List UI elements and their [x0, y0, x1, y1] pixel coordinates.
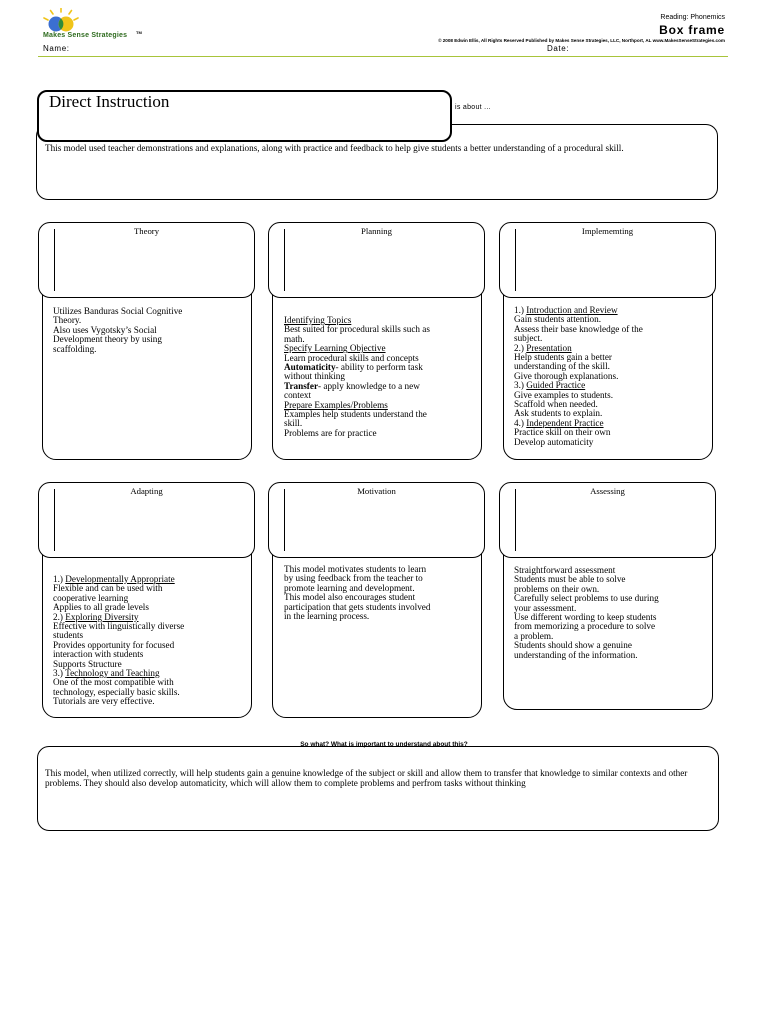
- step-number: 4.): [514, 417, 527, 428]
- text-line: subject.: [514, 333, 543, 344]
- adapting-header-rule: [54, 489, 55, 551]
- assessing-header-rule: [515, 489, 516, 551]
- logo-trademark: TM: [136, 30, 142, 35]
- date-label: Date:: [547, 44, 570, 53]
- term-bold: Automaticity: [284, 362, 336, 373]
- text-line: Supports Structure: [53, 658, 122, 669]
- step-number: 1.): [514, 305, 527, 315]
- text-line: scaffolding.: [53, 343, 97, 354]
- about-label: is about ...: [455, 104, 491, 111]
- step-title: Technology and Teaching: [65, 668, 160, 679]
- about-text: This model used teacher demonstrations and explanations, along with practice and feedback to help give students a better understanding of a procedural skill.: [45, 143, 624, 153]
- adapting-header: [38, 482, 255, 558]
- text-line: This model also encourages student: [284, 592, 416, 603]
- text-line: context: [284, 390, 312, 401]
- term-bold: Transfer: [284, 380, 319, 391]
- text-line: a problem.: [514, 630, 554, 641]
- text-line: Students should show a genuine: [514, 640, 632, 651]
- implementing-header-rule: [515, 229, 516, 291]
- planning-header: [268, 222, 485, 298]
- text-line: Best suited for procedural skills such as: [284, 324, 430, 335]
- so-what-text: This model, when utilized correctly, will help students gain a genuine knowledge of the subject or skill and allow them to transfer that knowledge to similar contexts and other problems. They should also develop automaticity, which will allow them to complete problems and perfrom tasks without thinking: [45, 768, 688, 788]
- adapting-label: Adapting: [130, 486, 163, 496]
- text-line: Assess their base knowledge of the: [514, 323, 643, 334]
- term-definition: - apply knowledge to a new: [318, 380, 420, 391]
- text-line: Learn procedural skills and concepts: [284, 352, 419, 363]
- planning-content: [284, 316, 474, 438]
- frame-title: Box frame: [659, 23, 725, 37]
- text-line: problems on their own.: [514, 583, 600, 594]
- step-title: Introduction and Review: [526, 305, 618, 315]
- so-what-box: [37, 746, 719, 831]
- term-definition: - ability to perform task: [335, 362, 423, 373]
- text-line: cooperative learning: [53, 592, 129, 603]
- motivation-content: [284, 565, 474, 621]
- text-line: Give thorough explanations.: [514, 370, 619, 381]
- text-line: Flexible and can be used with: [53, 583, 163, 594]
- reading-subtitle: Reading: Phonemics: [660, 14, 725, 21]
- text-line: Give examples to students.: [514, 389, 614, 400]
- text-line: technology, especially basic skills.: [53, 686, 180, 697]
- theory-header: [38, 222, 255, 298]
- step-title: Independent Practice: [526, 417, 604, 428]
- step-number: 3.): [514, 380, 527, 391]
- text-line: One of the most compatible with: [53, 677, 174, 688]
- motivation-header: [268, 482, 485, 558]
- implementing-header: [499, 222, 716, 298]
- text-line: students: [53, 630, 84, 641]
- text-line: Help students gain a better: [514, 352, 612, 363]
- text-line: your assessment.: [514, 602, 577, 613]
- text-line: Gain students attention.: [514, 314, 602, 325]
- motivation-label: Motivation: [357, 486, 396, 496]
- theory-content: [53, 307, 243, 354]
- text-line: Identifying Topics: [284, 315, 352, 325]
- text-line: [284, 382, 474, 391]
- theory-label: Theory: [133, 226, 160, 236]
- text-line: Students must be able to solve: [514, 574, 626, 585]
- header-divider: [38, 56, 728, 57]
- text-line: understanding of the information.: [514, 649, 638, 660]
- text-line: Applies to all grade levels: [53, 602, 149, 613]
- logo-text: Makes Sense Strategies: [43, 32, 128, 39]
- step-title: Presentation: [526, 342, 572, 353]
- motivation-header-rule: [284, 489, 285, 551]
- text-line: Theory.: [53, 315, 82, 326]
- text-line: participation that gets students involved: [284, 601, 431, 612]
- text-line: in the learning process.: [284, 611, 370, 622]
- step-number: 2.): [514, 342, 527, 353]
- text-line: interaction with students: [53, 649, 144, 660]
- planning-header-rule: [284, 229, 285, 291]
- text-line: from memorizing a procedure to solve: [514, 621, 656, 632]
- text-line: Specify Learning Objective: [284, 343, 386, 354]
- assessing-content: [514, 566, 704, 660]
- text-line: Also uses Vygotsky’s Social: [53, 324, 157, 335]
- assessing-label: Assessing: [590, 486, 625, 496]
- planning-label: Planning: [361, 226, 392, 236]
- text-line: Examples help students understand the: [284, 409, 427, 420]
- theory-header-rule: [54, 229, 55, 291]
- text-line: Scaffold when needed.: [514, 399, 598, 410]
- implementing-label: Implememting: [581, 226, 634, 236]
- text-line: Ask students to explain.: [514, 408, 603, 419]
- topic-title: Direct Instruction: [49, 92, 170, 111]
- text-line: Tutorials are very effective.: [53, 696, 155, 707]
- step-number: 1.): [53, 574, 66, 584]
- text-line: understanding of the skill.: [514, 361, 610, 372]
- text-line: promote learning and development.: [284, 582, 415, 593]
- implementing-content: [514, 306, 704, 447]
- text-line: Practice skill on their own: [514, 427, 611, 438]
- text-line: math.: [284, 333, 305, 344]
- name-label: Name:: [43, 44, 70, 53]
- text-line: Effective with linguistically diverse: [53, 621, 185, 632]
- step-title: Guided Practice: [526, 380, 586, 391]
- text-line: Utilizes Banduras Social Cognitive: [53, 306, 183, 316]
- copyright-line: © 2008 Edwin Ellis, All Rights Reserved Published by Makes Sense Strategies, LLC, Northport, AL www.MakesSenseStrategies.com: [438, 38, 725, 43]
- step-title: Developmentally Appropriate: [65, 574, 175, 584]
- assessing-header: [499, 482, 716, 558]
- text-line: Provides opportunity for focused: [53, 639, 175, 650]
- step-number: 2.): [53, 611, 66, 622]
- text-line: Carefully select problems to use during: [514, 593, 659, 604]
- text-line: Straightforward assessment: [514, 565, 616, 575]
- step-number: 3.): [53, 668, 66, 679]
- text-line: This model motivates students to learn: [284, 564, 427, 574]
- step-title: Exploring Diversity: [65, 611, 139, 622]
- so-what-label: So what? What is important to understand about this?: [300, 741, 468, 748]
- text-line: Problems are for practice: [284, 427, 377, 438]
- adapting-content: [53, 575, 243, 707]
- text-line: skill.: [284, 418, 303, 429]
- text-line: Prepare Examples/Problems: [284, 399, 388, 410]
- text-line: without thinking: [284, 371, 345, 382]
- text-line: by using feedback from the teacher to: [284, 573, 423, 584]
- text-line: Use different wording to keep students: [514, 612, 657, 623]
- text-line: Develop automaticity: [514, 436, 594, 447]
- text-line: Development theory by using: [53, 334, 162, 345]
